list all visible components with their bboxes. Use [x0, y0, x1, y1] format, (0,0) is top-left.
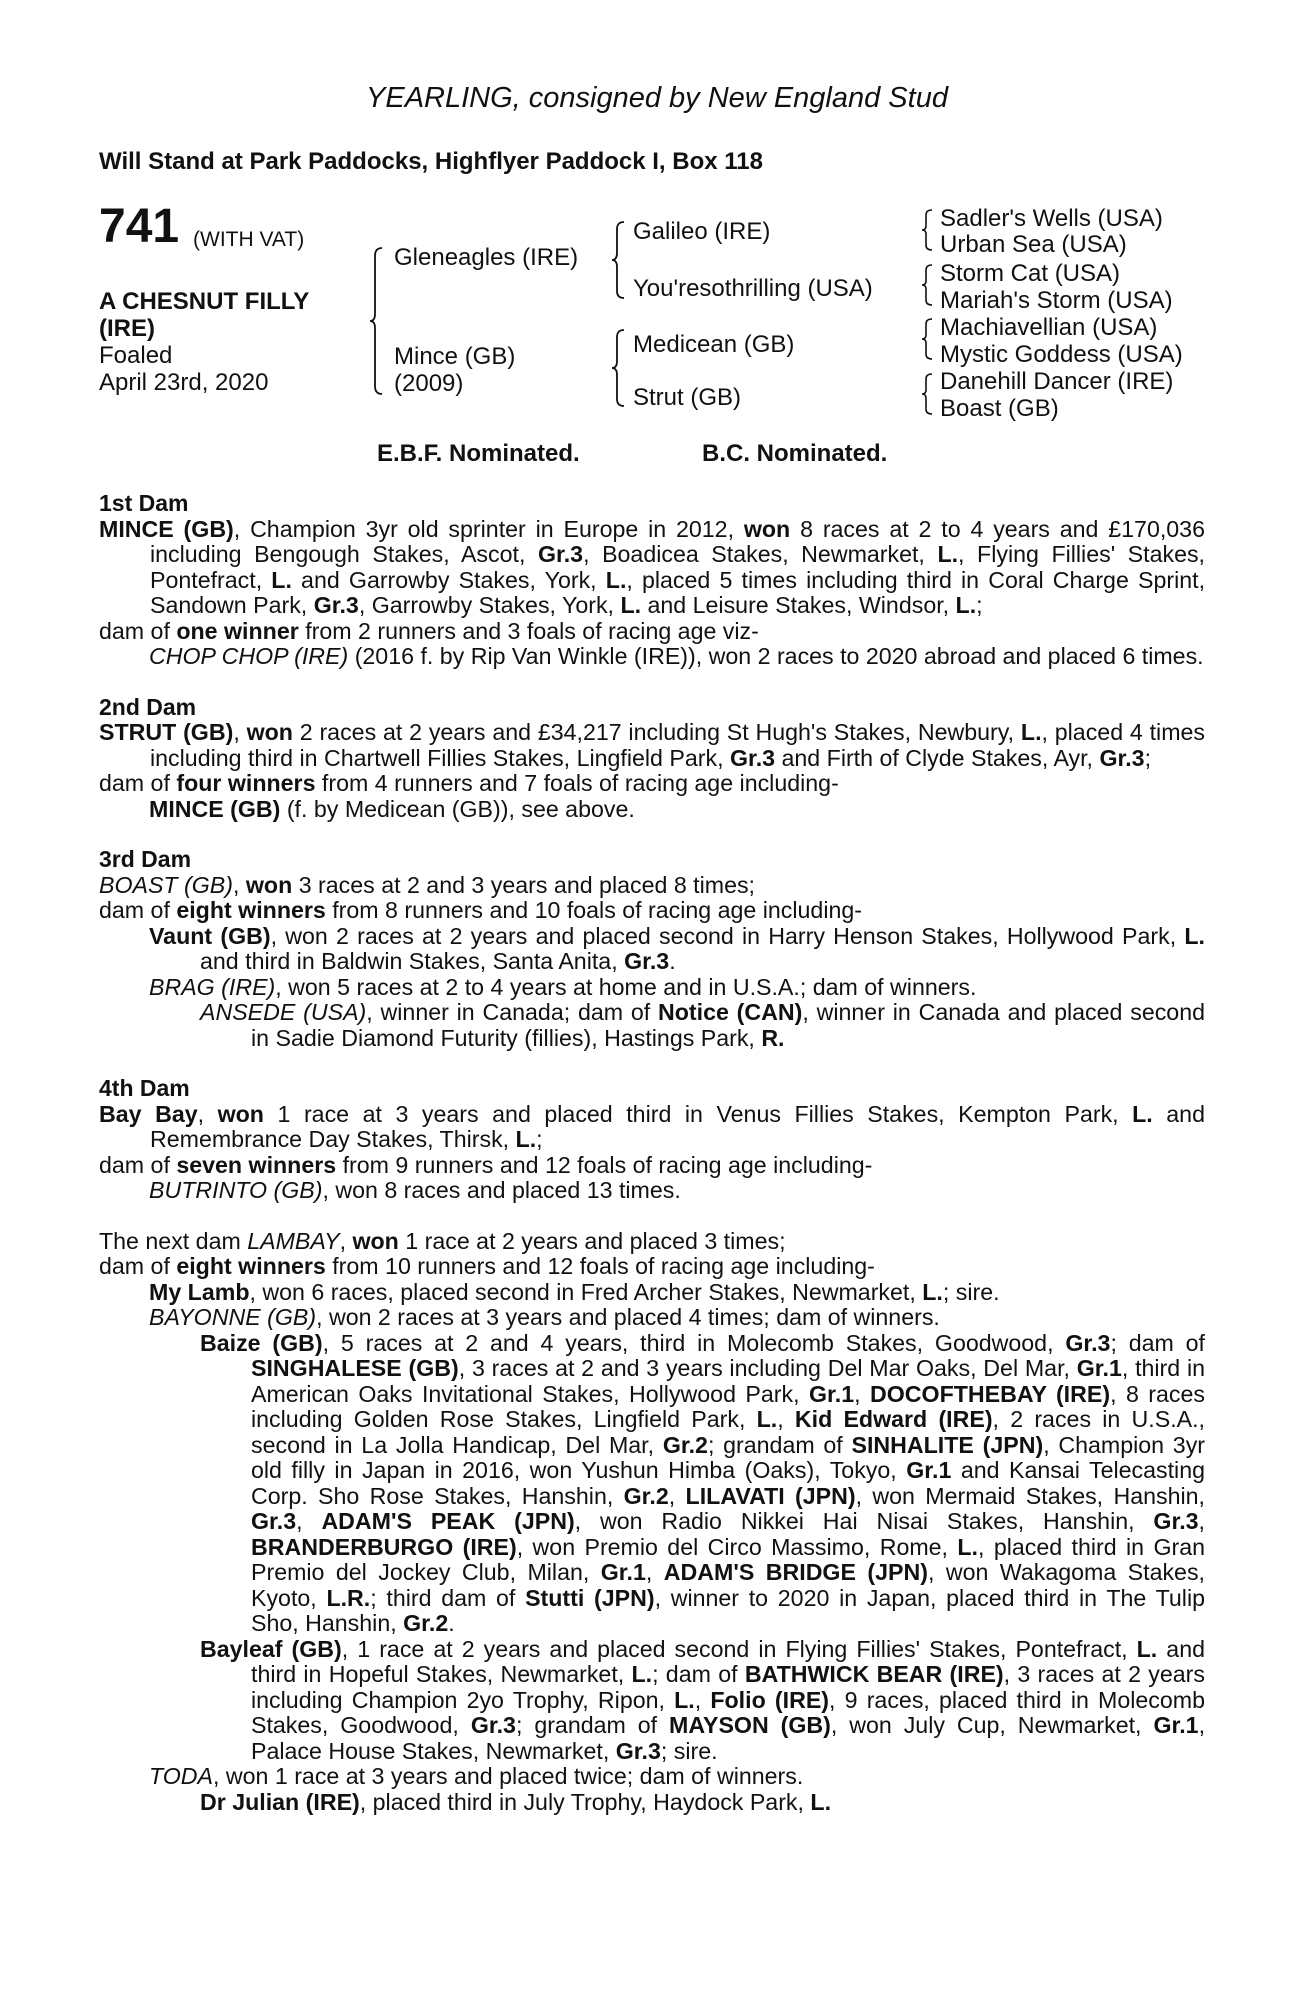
bayleaf-text-run: Bayleaf (GB) — [200, 1635, 342, 1662]
baize-text-run: , 2 races in U.S.A., second in La Jolla Handicap, Del Mar, — [251, 1406, 1205, 1458]
baize-text-run: Gr.2 — [623, 1482, 669, 1509]
next-dam-produce: dam of eight winners from 10 runners and 12 foals of racing age including- — [99, 1253, 875, 1279]
page-title: YEARLING, consigned by New England Stud — [366, 82, 948, 114]
baize-text-run: , — [668, 1482, 686, 1509]
baize-text-run: Kid Edward (IRE) — [794, 1406, 993, 1432]
bayonne-entry: BAYONNE (GB), won 2 races at 3 years and placed 4 times; dam of winners. — [149, 1304, 940, 1330]
baize-text-run: Gr.1 — [1076, 1355, 1122, 1381]
dss-name: Machiavellian (USA) — [940, 314, 1158, 341]
dam2-heading: 2nd Dam — [99, 693, 197, 720]
dam1-heading: 1st Dam — [99, 490, 189, 516]
foaled-label: Foaled — [99, 342, 173, 369]
my-lamb-entry: My Lamb, won 6 races, placed second in Fred Archer Stakes, Newmarket, L.; sire. — [149, 1278, 1000, 1305]
sire-sire: Galileo (IRE) — [633, 218, 771, 245]
dam3-heading: 3rd Dam — [99, 846, 192, 872]
dam-year: (2009) — [394, 370, 464, 397]
baize-text-run: Gr.3 — [1065, 1329, 1111, 1356]
bayleaf-text-run: ; sire. — [660, 1737, 718, 1764]
bayleaf-text-run: Gr.3 — [470, 1712, 516, 1738]
bayleaf-text-run: , 1 race at 2 years and placed second in Flying Fillies' Stakes, Pontefract, — [341, 1635, 1137, 1662]
bayleaf-text-run: MAYSON (GB) — [669, 1712, 831, 1738]
baize-text-run: Gr.1 — [808, 1380, 855, 1407]
baize-text-run: SINGHALESE (GB) — [251, 1355, 459, 1381]
dam1-record: MINCE (GB), Champion 3yr old sprinter in Europe in 2012, won 8 races at 2 to 4 years and £170,036 including Bengough Stakes, Ascot, Gr.3, Boadicea Stakes, Newmarket, L., Flying Fillies' Stakes, Pontefract, L. and Garrowby Stakes, York, L., placed 5 times including third in Coral Charge Sprint, Sandown Park, Gr.3, Garrowby Stakes, York, L. and Leisure Stakes, Windsor, L.; — [99, 515, 1206, 618]
baize-text-run: LILAVATI (JPN) — [685, 1482, 856, 1509]
baize-text-run: Gr.1 — [906, 1457, 952, 1483]
baize-text-run: , winner to 2020 in Japan, placed third in The Tulip Sho, Hanshin, — [251, 1584, 1205, 1636]
brace-sire — [610, 220, 626, 300]
baize-text-run: DOCOFTHEBAY (IRE) — [870, 1380, 1111, 1407]
bc-nomination: B.C. Nominated. — [702, 440, 888, 467]
foaled-date: April 23rd, 2020 — [99, 369, 269, 396]
dam3-brag: BRAG (IRE), won 5 races at 2 to 4 years at home and in U.S.A.; dam of winners. — [149, 973, 977, 1000]
ddd-name: Boast (GB) — [940, 395, 1059, 422]
dds-name: Danehill Dancer (IRE) — [940, 368, 1174, 395]
dam3-vaunt: Vaunt (GB), won 2 races at 2 years and placed second in Harry Henson Stakes, Hollywood Park, L. and third in Baldwin Stakes, Santa Anita, Gr.3. — [149, 922, 1205, 974]
dsd-name: Mystic Goddess (USA) — [940, 341, 1183, 368]
baize-text-run: ADAM'S PEAK (JPN) — [321, 1508, 575, 1534]
baize-text-run: ; third dam of — [370, 1584, 526, 1611]
baize-text-run: ; dam of — [1110, 1329, 1205, 1356]
baize-text-run: , Champion 3yr old filly in Japan in 2016, won Yushun Himba (Oaks), Tokyo, — [251, 1431, 1206, 1483]
stand-location: Will Stand at Park Paddocks, Highflyer Paddock I, Box 118 — [99, 148, 763, 175]
vat-note: (WITH VAT) — [193, 228, 305, 251]
horse-description — [99, 288, 309, 396]
baize-text-run: , won Radio Nikkei Hai Nisai Stakes, Hanshin, — [574, 1508, 1154, 1534]
brace-dd — [920, 372, 934, 416]
baize-text-run: , — [645, 1559, 664, 1585]
baize-text-run: , — [1198, 1508, 1205, 1534]
bayleaf-entry — [99, 1637, 1205, 1765]
next-dam-record: The next dam LAMBAY, won 1 race at 2 years and placed 3 times; — [99, 1227, 786, 1254]
baize-text-run: , — [777, 1406, 795, 1432]
baize-text-run: Baize (GB) — [200, 1329, 323, 1356]
baize-text-run: Stutti (JPN) — [525, 1584, 655, 1611]
sds-name: Storm Cat (USA) — [940, 260, 1121, 287]
sss-name: Sadler's Wells (USA) — [940, 205, 1163, 232]
dam-name: Mince (GB) — [394, 343, 516, 370]
dam2-foal: MINCE (GB) (f. by Medicean (GB)), see above. — [149, 795, 635, 822]
baize-text-run: Gr.2 — [403, 1610, 449, 1636]
bayleaf-text-run: , 3 races at 2 years including Champion 2yo Trophy, Ripon, — [251, 1661, 1206, 1713]
baize-text-run: ADAM'S BRIDGE (JPN) — [663, 1559, 928, 1585]
sire-dam: You'resothrilling (USA) — [633, 275, 873, 302]
baize-text-run: ; grandam of — [707, 1431, 852, 1458]
ebf-nomination: E.B.F. Nominated. — [377, 440, 580, 467]
bayleaf-text-run: Gr.1 — [1153, 1712, 1199, 1738]
sire-name: Gleneagles (IRE) — [394, 244, 579, 271]
bayleaf-text-run: ; dam of — [652, 1661, 745, 1687]
dam3-ansede: ANSEDE (USA), winner in Canada; dam of Notice (CAN), winner in Canada and placed second in Sadie Diamond Futurity (fillies), Hastings Park, R. — [200, 999, 1205, 1051]
dam4-foal: BUTRINTO (GB), won 8 races and placed 13 times. — [149, 1177, 681, 1203]
dam1-produce: dam of one winner from 2 runners and 3 foals of racing age viz- — [99, 617, 759, 644]
dam4-record: Bay Bay, won 1 race at 3 years and placed third in Venus Fillies Stakes, Kempton Park, L. and Remembrance Day Stakes, Thirsk, L.; — [99, 1100, 1205, 1152]
bayleaf-text-run: and third in Hopeful Stakes, Newmarket, — [251, 1635, 1205, 1687]
dam4-produce: dam of seven winners from 9 runners and 12 foals of racing age including- — [99, 1151, 873, 1178]
baize-text-run: L.R. — [326, 1584, 371, 1611]
brace-ss — [920, 208, 934, 252]
baize-text-run: Gr.3 — [251, 1508, 297, 1534]
dr-julian-entry: Dr Julian (IRE), placed third in July Trophy, Haydock Park, L. — [200, 1788, 832, 1815]
pedigree-notes — [99, 491, 1205, 1815]
dam2-produce: dam of four winners from 4 runners and 7 foals of racing age including- — [99, 770, 839, 796]
baize-text-run: . — [448, 1610, 455, 1636]
baize-entry — [99, 1331, 1205, 1637]
dam1-foal: CHOP CHOP (IRE) (2016 f. by Rip Van Winkle (IRE)), won 2 races to 2020 abroad and placed 6 times. — [149, 643, 1204, 669]
brace-sd — [920, 263, 934, 307]
ssd-name: Urban Sea (USA) — [940, 231, 1127, 258]
bayleaf-text-run: , 9 races, placed third in Molecomb Stakes, Goodwood, — [251, 1686, 1205, 1738]
dam-sire: Medicean (GB) — [633, 331, 795, 358]
baize-text-run: , third in American Oaks Invitational Stakes, Hollywood Park, — [251, 1355, 1205, 1407]
dam2-record: STRUT (GB), won 2 races at 2 years and £34,217 including St Hugh's Stakes, Newbury, L., placed 4 times including third in Chartwell Fillies Stakes, Lingfield Park, Gr.3 and Firth of Clyde Stakes, Ayr, Gr.3; — [99, 719, 1205, 771]
brace-dam — [610, 328, 626, 408]
baize-text-run: SINHALITE (JPN) — [851, 1431, 1044, 1458]
baize-text-run: , placed third in Gran Premio del Jockey Club, Milan, — [251, 1533, 1205, 1585]
baize-text-run: , — [296, 1508, 322, 1534]
baize-text-run: , 3 races at 2 and 3 years including Del Mar Oaks, Del Mar, — [458, 1355, 1077, 1381]
bayleaf-text-run: , won July Cup, Newmarket, — [830, 1712, 1154, 1738]
baize-text-run: and Kansai Telecasting Corp. Sho Rose Stakes, Hanshin, — [251, 1457, 1205, 1509]
brace-ds — [920, 317, 934, 361]
bayleaf-text-run: , Palace House Stakes, Newmarket, — [251, 1712, 1206, 1764]
baize-text-run: L. — [756, 1406, 778, 1432]
baize-text-run: , — [854, 1380, 870, 1407]
baize-text-run: , 8 races including Golden Rose Stakes, Lingfield Park, — [251, 1380, 1205, 1432]
bayleaf-text-run: Folio (IRE) — [710, 1686, 830, 1713]
dam4-heading: 4th Dam — [99, 1075, 190, 1101]
baize-text-run: Gr.3 — [1153, 1508, 1199, 1534]
baize-text-run: Gr.2 — [662, 1431, 708, 1458]
sdd-name: Mariah's Storm (USA) — [940, 287, 1173, 314]
horse-country: (IRE) — [99, 315, 155, 342]
baize-text-run: L. — [957, 1533, 978, 1560]
dam-dam: Strut (GB) — [633, 384, 742, 411]
lot-number: 741 — [99, 200, 180, 253]
dam3-record: BOAST (GB), won 3 races at 2 and 3 years and placed 8 times; — [99, 871, 755, 898]
baize-text-run: , won Wakagoma Stakes, Kyoto, — [251, 1559, 1205, 1611]
bayleaf-text-run: , — [694, 1686, 711, 1713]
bayleaf-text-run: ; grandam of — [515, 1712, 670, 1738]
bayleaf-text-run: L. — [1136, 1635, 1158, 1662]
dam3-produce: dam of eight winners from 8 runners and 10 foals of racing age including- — [99, 897, 862, 923]
baize-text-run: , won Premio del Circo Massimo, Rome, — [516, 1533, 958, 1560]
baize-text-run: Gr.1 — [600, 1559, 646, 1585]
baize-text-run: BRANDERBURGO (IRE) — [251, 1533, 517, 1560]
brace-main — [368, 246, 384, 396]
baize-text-run: , 5 races at 2 and 4 years, third in Molecomb Stakes, Goodwood, — [322, 1329, 1066, 1356]
bayleaf-text-run: L. — [674, 1686, 695, 1713]
horse-sex-colour: A CHESNUT FILLY — [99, 288, 310, 315]
bayleaf-text-run: L. — [631, 1661, 653, 1687]
baize-text-run: , won Mermaid Stakes, Hanshin, — [855, 1482, 1205, 1509]
bayleaf-text-run: BATHWICK BEAR (IRE) — [744, 1661, 1004, 1687]
bayleaf-text-run: Gr.3 — [615, 1737, 661, 1764]
toda-entry: TODA, won 1 race at 3 years and placed twice; dam of winners. — [149, 1763, 804, 1789]
